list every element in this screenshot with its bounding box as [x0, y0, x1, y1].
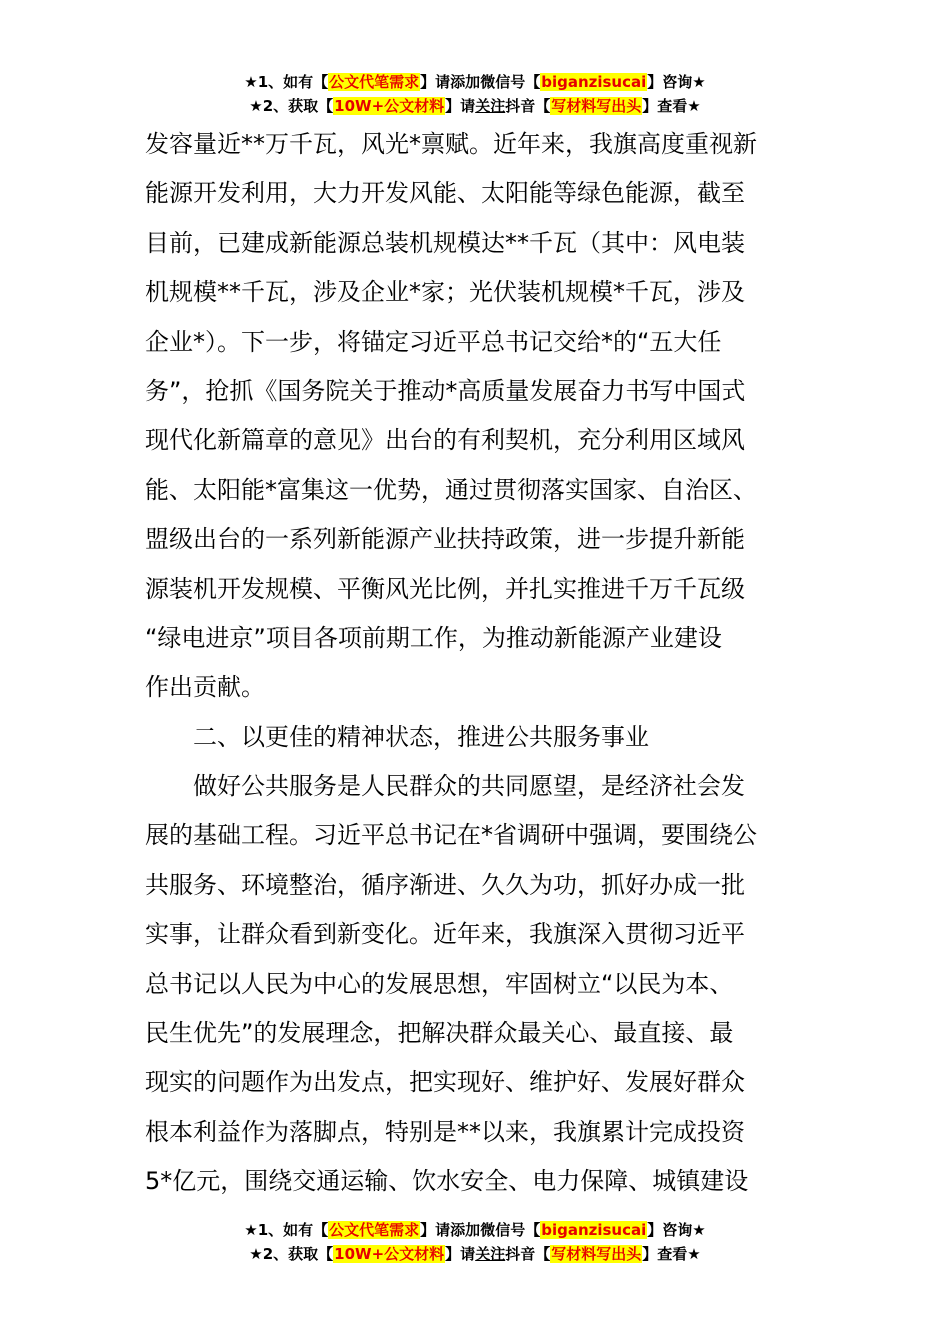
text-line: 展的基础工程。习近平总书记在*省调研中强调，要围绕公 — [145, 821, 757, 850]
star-icon: ★ — [692, 73, 706, 91]
banner-text: 】查看 — [642, 97, 688, 115]
star-icon: ★ — [687, 97, 701, 115]
text-line: 作出贡献。 — [145, 673, 265, 702]
promo-banner-footer-line-1 — [0, 1218, 950, 1242]
star-icon: ★ — [249, 1245, 263, 1263]
text-line: 总书记以人民为中心的发展思想，牢固树立“以民为本、 — [145, 969, 734, 998]
highlight-materials: 10W+公文材料 — [334, 1245, 445, 1263]
highlight-service: 公文代笔需求 — [329, 73, 420, 91]
highlight-wechat-id: biganzisucai — [541, 1221, 647, 1239]
banner-text: 】请 — [445, 97, 476, 115]
banner-text: 1、如有【 — [257, 1221, 329, 1239]
text-line: 企业*）。下一步，将锚定习近平总书记交给*的“五大任 — [145, 327, 722, 356]
text-line: 盟级出台的一系列新能源产业扶持政策，进一步提升新能 — [145, 525, 745, 554]
banner-text: 1、如有【 — [257, 73, 329, 91]
banner-text: 抖音【 — [505, 97, 551, 115]
highlight-service: 公文代笔需求 — [329, 1221, 420, 1239]
banner-text-underlined: 关注 — [475, 1245, 506, 1263]
text-line: 根本利益作为落脚点，特别是**以来，我旗累计完成投资 — [145, 1117, 745, 1146]
banner-text: 抖音【 — [505, 1245, 551, 1263]
text-line: 源装机开发规模、平衡风光比例，并扎实推进千万千瓦级 — [145, 574, 745, 603]
highlight-wechat-id: biganzisucai — [541, 73, 647, 91]
text-line: 目前，已建成新能源总装机规模达**千瓦（其中：风电装 — [145, 228, 745, 257]
text-line: 现实的问题作为出发点，把实现好、维护好、发展好群众 — [145, 1068, 745, 1097]
section-heading: 二、以更佳的精神状态，推进公共服务事业 — [193, 722, 649, 751]
document-body — [145, 120, 805, 1207]
text-line: 机规模**千瓦，涉及企业*家；光伏装机规模*千瓦，涉及 — [145, 278, 745, 307]
text-line: 务”，抢抓《国务院关于推动*高质量发展奋力书写中国式 — [145, 376, 746, 405]
banner-text: 2、获取【 — [262, 1245, 334, 1263]
star-icon: ★ — [249, 97, 263, 115]
highlight-douyin-account: 写材料写出头 — [551, 1245, 642, 1263]
text-line: 民生优先”的发展理念，把解决群众最关心、最直接、最 — [145, 1019, 734, 1048]
highlight-materials: 10W+公文材料 — [334, 97, 445, 115]
star-icon: ★ — [244, 73, 258, 91]
banner-text: 】请 — [445, 1245, 476, 1263]
promo-banner-line-2 — [0, 94, 950, 118]
banner-text: 】请添 — [420, 1221, 466, 1239]
text-line: 现代化新篇章的意见》出台的有利契机，充分利用区域风 — [145, 426, 745, 455]
text-line: 能源开发利用，大力开发风能、太阳能等绿色能源，截至 — [145, 179, 745, 208]
text-line: 5*亿元，围绕交通运输、饮水安全、电力保障、城镇建设 — [145, 1167, 749, 1196]
banner-text: 】请添 — [420, 73, 466, 91]
banner-text: 】咨询 — [647, 73, 693, 91]
star-icon: ★ — [692, 1221, 706, 1239]
banner-text: 】咨询 — [647, 1221, 693, 1239]
star-icon: ★ — [687, 1245, 701, 1263]
text-line: 共服务、环境整治，循序渐进、久久为功，抓好办成一批 — [145, 870, 745, 899]
highlight-douyin-account: 写材料写出头 — [551, 97, 642, 115]
banner-text: 2、获取【 — [262, 97, 334, 115]
star-icon: ★ — [244, 1221, 258, 1239]
banner-text: 加 — [465, 1221, 481, 1239]
text-line: 发容量近**万千瓦，风光*禀赋。近年来，我旗高度重视新 — [145, 130, 757, 158]
promo-banner-footer-line-2 — [0, 1242, 950, 1266]
banner-text: 微信号【 — [480, 73, 541, 91]
banner-text: 微信号【 — [480, 1221, 541, 1239]
text-line: 实事，让群众看到新变化。近年来，我旗深入贯彻习近平 — [145, 920, 745, 949]
paragraph-first-line: 做好公共服务是人民群众的共同愿望，是经济社会发 — [193, 772, 745, 801]
banner-text-underlined: 关注 — [475, 97, 506, 115]
text-line: “绿电进京”项目各项前期工作，为推动新能源产业建设 — [145, 623, 722, 652]
banner-text: 加 — [465, 73, 481, 91]
text-line: 能、太阳能*富集这一优势，通过贯彻落实国家、自治区、 — [145, 475, 757, 504]
banner-text: 】查看 — [642, 1245, 688, 1263]
promo-banner-line-1 — [0, 70, 950, 94]
